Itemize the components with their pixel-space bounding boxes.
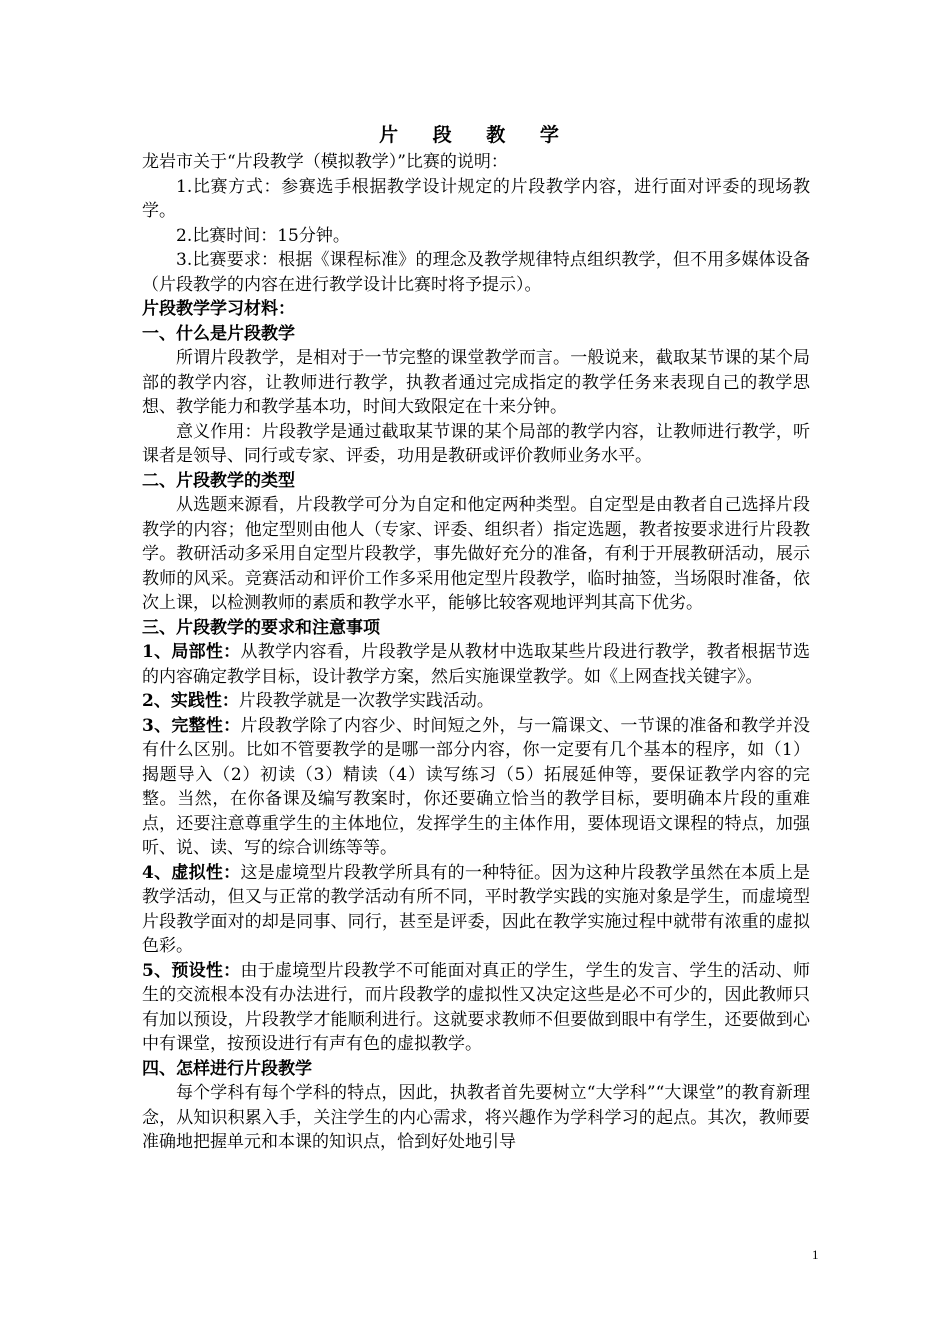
document-page	[142, 120, 810, 1155]
rule-2: 2.比赛时间：15分钟。	[176, 225, 350, 246]
item-locality	[142, 640, 810, 689]
section-2-paragraph-1: 从选题来源看，片段教学可分为自定和他定两种类型。自定型是由教者自己选择片段教学的内容；他定型则由他人（专家、评委、组织者）指定选题，教者按要求进行片段教学。教研活动多采用自定型片段教学，事先做好充分的准备，有利于开展教研活动，展示教师的风采。竞赛活动和评价工作多采用他定型片段教学，临时抽签，当场限时准备，依次上课，以检测教师的素质和教学水平，能够比较客观地评判其高下优劣。	[142, 495, 810, 613]
section-1-paragraph-1: 所谓片段教学，是相对于一节完整的课堂教学而言。一般说来，截取某节课的某个局部的教学内容，让教师进行教学，执教者通过完成指定的教学任务来表现自己的教学思想、教学能力和教学基本功，时间大致限定在十来分钟。	[142, 348, 810, 417]
item-text: 从教学内容看，片段教学是从教材中选取某些片段进行教学，教者根据节选的内容确定教学目标，设计教学方案，然后实施课堂教学。如《上网查找关键字》。	[142, 642, 810, 687]
item-label: 5、预设性：	[142, 960, 241, 981]
section-4-paragraph-1: 每个学科有每个学科的特点，因此，执教者首先要树立“大学科”“大课堂”的教育新理念，从知识积累入手，关注学生的内心需求，将兴趣作为学科学习的起点。其次，教师要准确地把握单元和本课的知识点，恰到好处地引导	[142, 1083, 810, 1152]
document-title: 片 段 教 学	[379, 124, 573, 146]
rule-1: 1.比赛方式：参赛选手根据教学设计规定的片段教学内容，进行面对评委的现场教学。	[142, 176, 810, 221]
item-text: 由于虚境型片段教学不可能面对真正的学生，学生的发言、学生的活动、师生的交流根本没有办法进行，而片段教学的虚拟性又决定这些是必不可少的，因此教师只有加以预设，片段教学才能顺利进行。这就要求教师不但要做到眼中有学生，还要做到心中有课堂，按预设进行有声有色的虚拟教学。	[142, 960, 810, 1054]
section-1-heading: 一、什么是片段教学	[142, 323, 295, 344]
item-practice	[142, 689, 810, 714]
item-text: 片段教学除了内容少、时间短之外，与一篇课文、一节课的准备和教学并没有什么区别。比如不管要教学的是哪一部分内容，你一定要有几个基本的程序，如（1）揭题导入（2）初读（3）精读（4）读写练习（5）拓展延伸等，要保证教学内容的完整。当然，在你备课及编写教案时，你还要确立恰当的教学目标，要明确本片段的重难点，还要注意尊重学生的主体地位，发挥学生的主体作用，要体现语文课程的特点，加强听、说、读、写的综合训练等等。	[142, 715, 810, 858]
item-label: 2、实践性：	[142, 691, 239, 711]
item-text: 这是虚境型片段教学所具有的一种特征。因为这种片段教学虽然在本质上是教学活动，但又与正常的教学活动有所不同，平时教学实践的实施对象是学生，而虚境型片段教学面对的却是同事、同行，甚至是评委，因此在教学实施过程中就带有浓重的虚拟色彩。	[142, 862, 810, 956]
item-label: 1、局部性：	[142, 642, 241, 662]
section-3-heading: 三、片段教学的要求和注意事项	[142, 617, 380, 638]
page-number: 1	[812, 1247, 819, 1262]
rule-3: 3.比赛要求：根据《课程标准》的理念及教学规律特点组织教学，但不用多媒体设备（片段教学的内容在进行教学设计比赛时将予提示）。	[142, 250, 810, 295]
item-label: 3、完整性：	[142, 715, 241, 736]
section-2-heading: 二、片段教学的类型	[142, 470, 295, 491]
section-4-heading: 四、怎样进行片段教学	[142, 1058, 312, 1079]
item-virtuality	[142, 861, 810, 959]
item-completeness	[142, 714, 810, 861]
materials-heading: 片段教学学习材料：	[142, 299, 295, 319]
section-1-paragraph-2: 意义作用：片段教学是通过截取某节课的某个局部的教学内容，让教师进行教学，听课者是领导、同行或专家、评委，功用是教研或评价教师业务水平。	[142, 421, 810, 466]
item-label: 4、虚拟性：	[142, 862, 241, 883]
item-text: 片段教学就是一次教学实践活动。	[238, 691, 494, 711]
item-presetting	[142, 959, 810, 1057]
intro-line: 龙岩市关于“片段教学（模拟教学）”比赛的说明：	[142, 152, 508, 172]
